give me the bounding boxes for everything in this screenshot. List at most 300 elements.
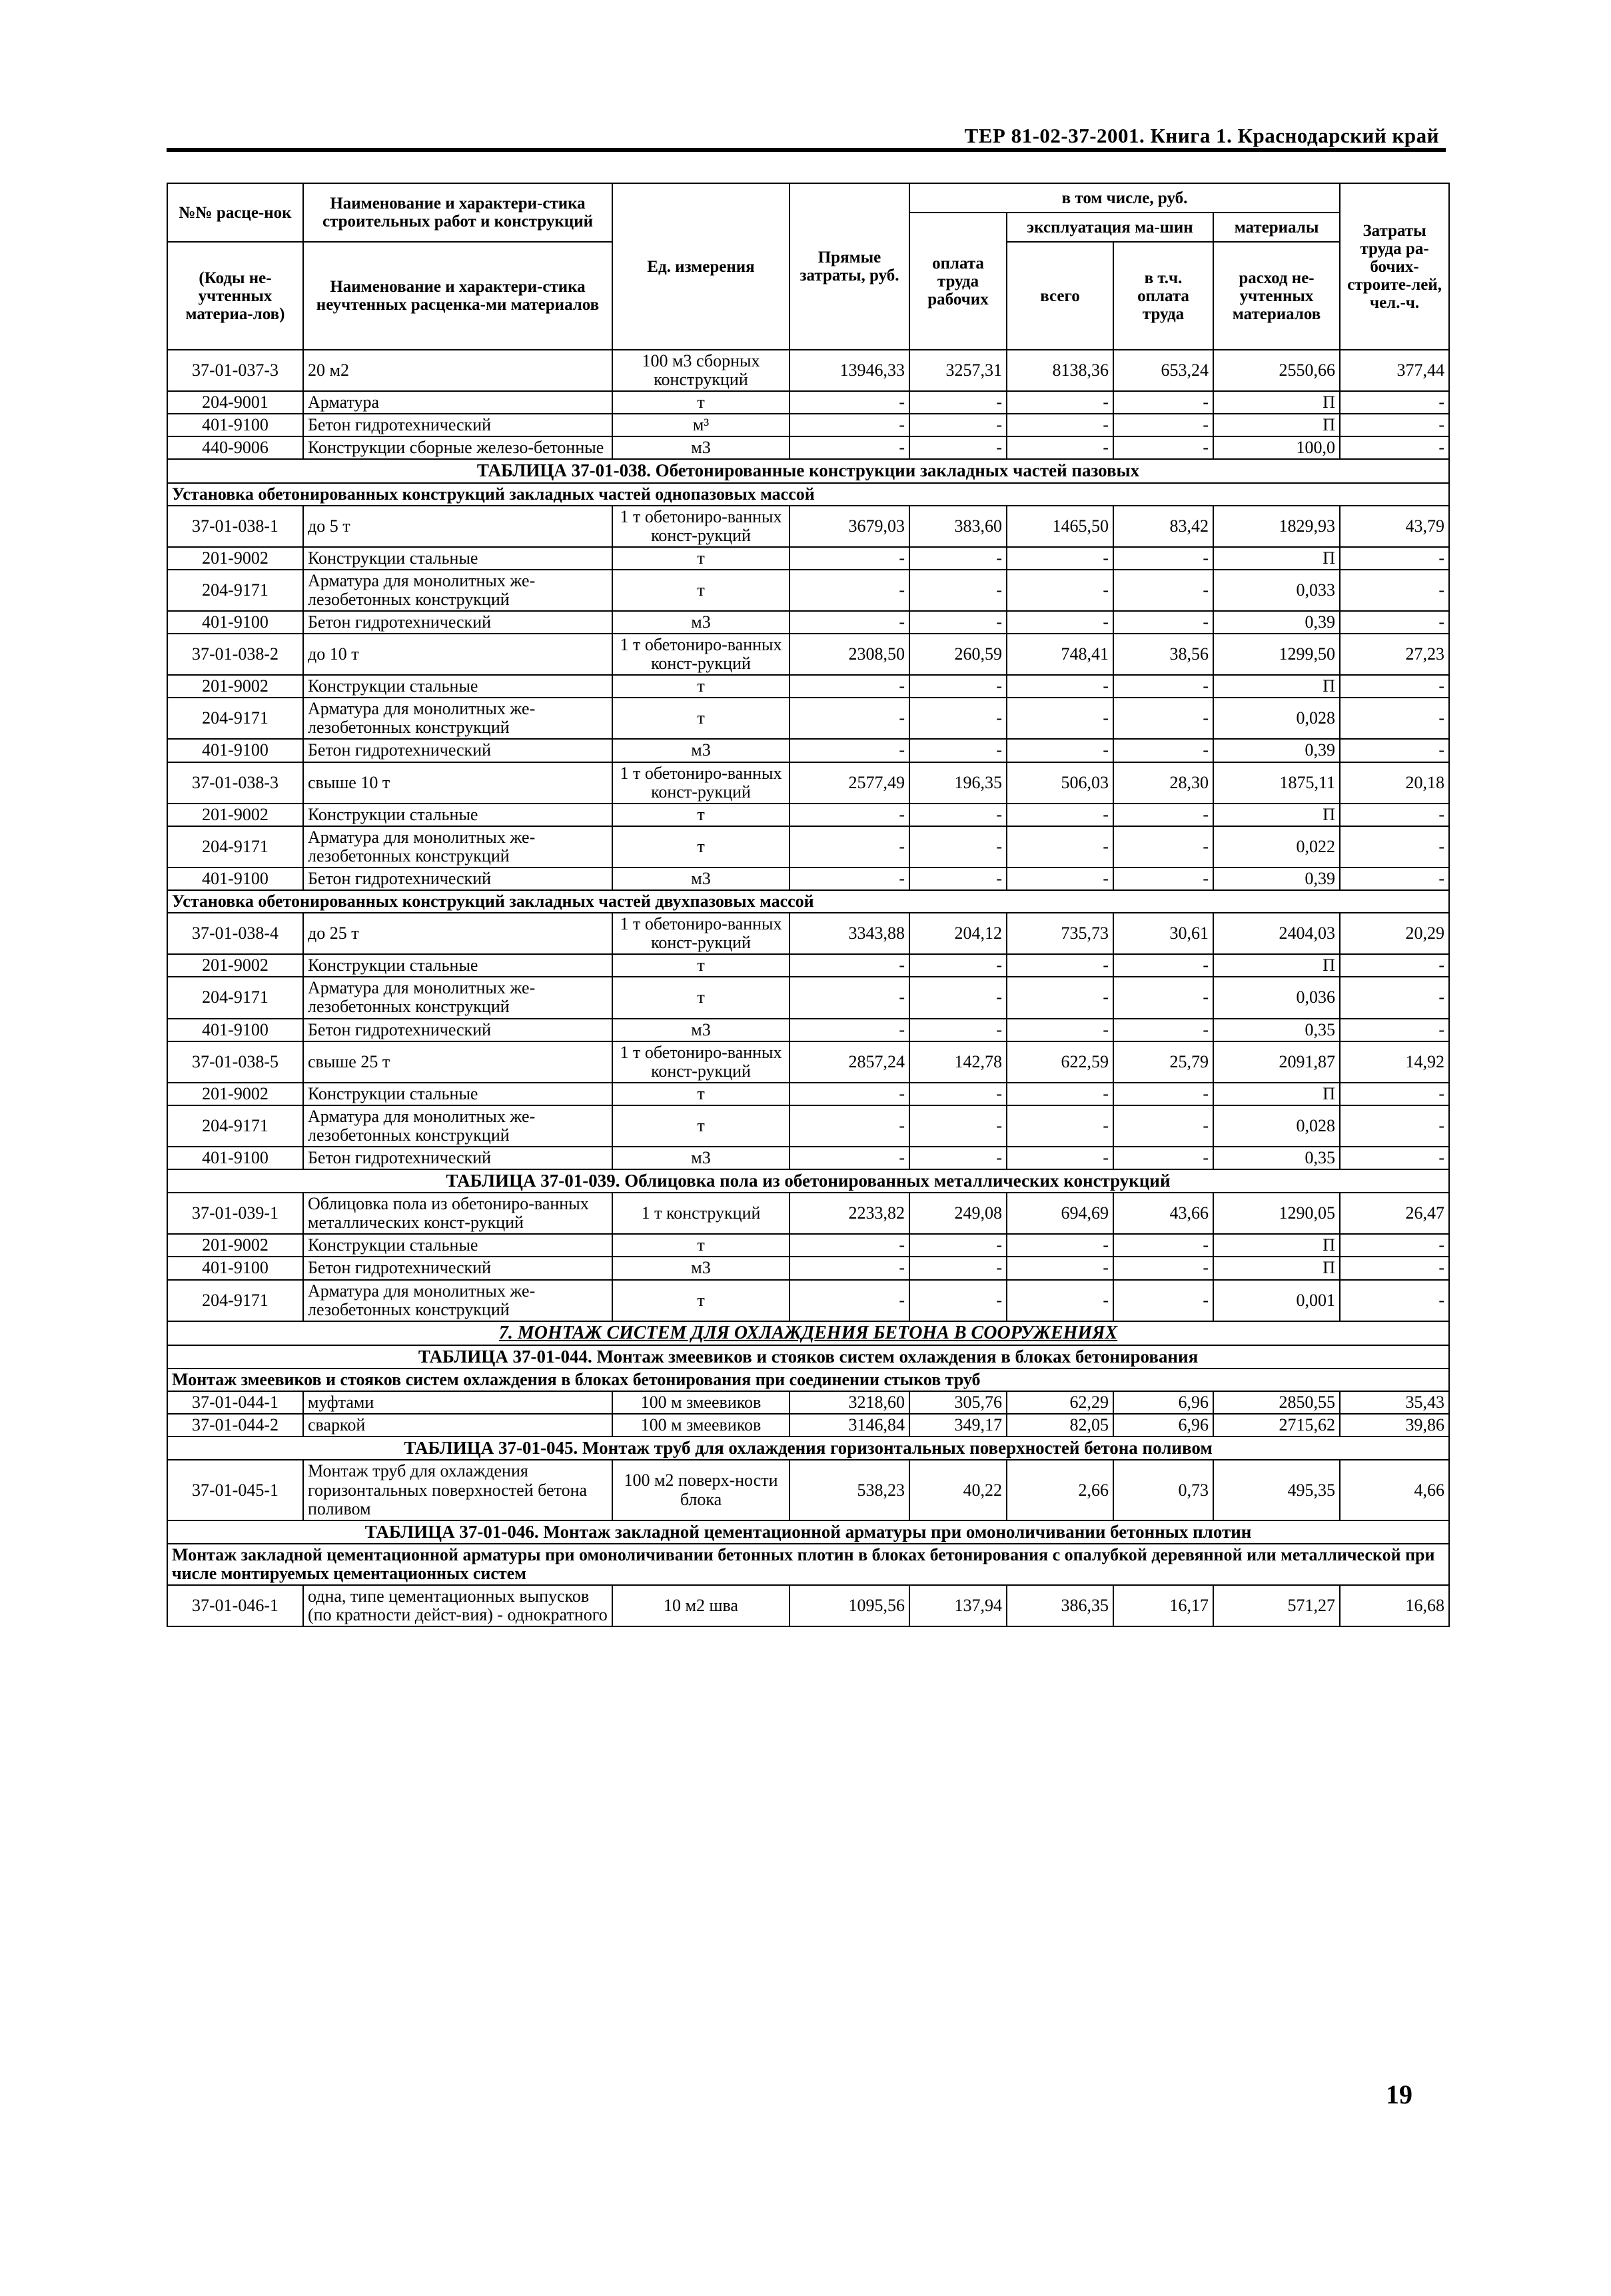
- labor-cell: -: [1340, 977, 1449, 1018]
- materials-cell: 1829,93: [1213, 506, 1340, 547]
- machines-cell: 82,05: [1007, 1414, 1113, 1436]
- rate-row: [167, 350, 1449, 391]
- subheading: Монтаж закладной цементационной арматуры при омоноличивании бетонных плотин в блоках бетонирования с опалубкой деревянной или металлической при числе монтируемых цементационных систем: [167, 1544, 1449, 1585]
- material-row: [167, 1147, 1449, 1169]
- materials-cell: 2850,55: [1213, 1391, 1340, 1414]
- name-cell: Конструкции стальные: [303, 547, 612, 570]
- machines-cell: -: [1007, 547, 1113, 570]
- unit-cell: м3: [612, 611, 790, 634]
- material-row: [167, 698, 1449, 739]
- machines-wage-cell: -: [1113, 570, 1213, 611]
- name-cell: одна, типе цементационных выпусков (по кратности дейст-вия) - однократного: [303, 1585, 612, 1626]
- labor-cell: -: [1340, 1234, 1449, 1257]
- rate-row: [167, 634, 1449, 675]
- wages-cell: -: [909, 698, 1007, 739]
- name-cell: Бетон гидротехнический: [303, 611, 612, 634]
- col-machines: эксплуатация ма-шин: [1007, 213, 1213, 242]
- name-cell: Монтаж труб для охлаждения горизонтальных поверхностей бетона поливом: [303, 1460, 612, 1520]
- machines-wage-cell: 30,61: [1113, 913, 1213, 954]
- labor-cell: 20,18: [1340, 762, 1449, 804]
- machines-wage-cell: -: [1113, 1257, 1213, 1279]
- labor-cell: -: [1340, 826, 1449, 867]
- unit-cell: м3: [612, 1257, 790, 1279]
- machines-cell: -: [1007, 391, 1113, 414]
- code-cell: 401-9100: [167, 867, 303, 890]
- wages-cell: -: [909, 826, 1007, 867]
- labor-cell: 35,43: [1340, 1391, 1449, 1414]
- name-cell: Конструкции стальные: [303, 804, 612, 826]
- rate-row: [167, 1193, 1449, 1234]
- materials-cell: 2091,87: [1213, 1041, 1340, 1083]
- unit-cell: т: [612, 570, 790, 611]
- wages-cell: -: [909, 954, 1007, 977]
- machines-cell: -: [1007, 739, 1113, 762]
- unit-cell: м3: [612, 867, 790, 890]
- direct-cost-cell: -: [790, 391, 909, 414]
- machines-wage-cell: -: [1113, 977, 1213, 1018]
- unit-cell: т: [612, 1280, 790, 1321]
- machines-cell: -: [1007, 867, 1113, 890]
- code-cell: 401-9100: [167, 611, 303, 634]
- materials-cell: П: [1213, 547, 1340, 570]
- material-row: [167, 570, 1449, 611]
- wages-cell: 249,08: [909, 1193, 1007, 1234]
- name-cell: Конструкции сборные железо-бетонные: [303, 436, 612, 459]
- direct-cost-cell: -: [790, 1019, 909, 1041]
- direct-cost-cell: -: [790, 414, 909, 436]
- machines-cell: -: [1007, 1147, 1113, 1169]
- wages-cell: -: [909, 1083, 1007, 1105]
- material-row: [167, 1257, 1449, 1279]
- labor-cell: -: [1340, 1105, 1449, 1147]
- direct-cost-cell: -: [790, 954, 909, 977]
- unit-cell: 1 т обетониро-ванных конст-рукций: [612, 634, 790, 675]
- machines-wage-cell: -: [1113, 1105, 1213, 1147]
- direct-cost-cell: -: [790, 1083, 909, 1105]
- labor-cell: 39,86: [1340, 1414, 1449, 1436]
- machines-wage-cell: 6,96: [1113, 1391, 1213, 1414]
- labor-cell: -: [1340, 739, 1449, 762]
- machines-wage-cell: 0,73: [1113, 1460, 1213, 1520]
- subheading: Установка обетонированных конструкций закладных частей однопазовых массой: [167, 483, 1449, 506]
- material-row: [167, 826, 1449, 867]
- name-cell: Облицовка пола из обетониро-ванных металлических конст-рукций: [303, 1193, 612, 1234]
- direct-cost-cell: -: [790, 1105, 909, 1147]
- code-cell: 401-9100: [167, 739, 303, 762]
- labor-cell: -: [1340, 698, 1449, 739]
- materials-cell: 495,35: [1213, 1460, 1340, 1520]
- machines-wage-cell: -: [1113, 1280, 1213, 1321]
- col-labor: Затраты труда ра-бочих-строите-лей, чел.-ч.: [1340, 183, 1449, 350]
- code-cell: 37-01-044-1: [167, 1391, 303, 1414]
- materials-cell: П: [1213, 391, 1340, 414]
- materials-cell: 0,028: [1213, 698, 1340, 739]
- machines-cell: -: [1007, 414, 1113, 436]
- name-cell: Конструкции стальные: [303, 954, 612, 977]
- name-cell: Конструкции стальные: [303, 1083, 612, 1105]
- machines-cell: -: [1007, 1257, 1113, 1279]
- table-banner-row: [167, 1436, 1449, 1460]
- machines-cell: -: [1007, 675, 1113, 698]
- material-row: [167, 675, 1449, 698]
- section-title-row: [167, 1321, 1449, 1345]
- wages-cell: 204,12: [909, 913, 1007, 954]
- machines-wage-cell: 16,17: [1113, 1585, 1213, 1626]
- wages-cell: -: [909, 391, 1007, 414]
- unit-cell: 1 т конструкций: [612, 1193, 790, 1234]
- table-banner-row: [167, 1520, 1449, 1544]
- col-name-bottom: Наименование и характери-стика неучтенных расценка-ми материалов: [303, 242, 612, 350]
- subheading-row: [167, 1369, 1449, 1391]
- name-cell: сваркой: [303, 1414, 612, 1436]
- col-machines-total: всего: [1007, 242, 1113, 350]
- wages-cell: -: [909, 804, 1007, 826]
- machines-wage-cell: 6,96: [1113, 1414, 1213, 1436]
- name-cell: свыше 25 т: [303, 1041, 612, 1083]
- table-banner: ТАБЛИЦА 37-01-039. Облицовка пола из обетонированных металлических конструкций: [167, 1169, 1449, 1193]
- table-banner-row: [167, 459, 1449, 482]
- wages-cell: 349,17: [909, 1414, 1007, 1436]
- labor-cell: -: [1340, 1019, 1449, 1041]
- code-cell: 37-01-037-3: [167, 350, 303, 391]
- rate-row: [167, 1585, 1449, 1626]
- subheading-row: [167, 890, 1449, 913]
- code-cell: 37-01-039-1: [167, 1193, 303, 1234]
- unit-cell: 1 т обетониро-ванных конст-рукций: [612, 762, 790, 804]
- labor-cell: 20,29: [1340, 913, 1449, 954]
- material-row: [167, 867, 1449, 890]
- code-cell: 204-9171: [167, 570, 303, 611]
- unit-cell: т: [612, 977, 790, 1018]
- labor-cell: -: [1340, 570, 1449, 611]
- machines-wage-cell: -: [1113, 954, 1213, 977]
- header-rule: [167, 148, 1446, 152]
- material-row: [167, 1234, 1449, 1257]
- code-cell: 37-01-045-1: [167, 1460, 303, 1520]
- wages-cell: -: [909, 547, 1007, 570]
- materials-cell: 2404,03: [1213, 913, 1340, 954]
- labor-cell: -: [1340, 436, 1449, 459]
- materials-cell: 0,001: [1213, 1280, 1340, 1321]
- wages-cell: -: [909, 1147, 1007, 1169]
- labor-cell: -: [1340, 547, 1449, 570]
- wages-cell: -: [909, 1280, 1007, 1321]
- machines-cell: 1465,50: [1007, 506, 1113, 547]
- machines-wage-cell: -: [1113, 391, 1213, 414]
- wages-cell: 196,35: [909, 762, 1007, 804]
- rate-row: [167, 1414, 1449, 1436]
- col-code-top: №№ расце-нок: [167, 183, 303, 242]
- materials-cell: 0,036: [1213, 977, 1340, 1018]
- labor-cell: 14,92: [1340, 1041, 1449, 1083]
- code-cell: 37-01-046-1: [167, 1585, 303, 1626]
- labor-cell: -: [1340, 675, 1449, 698]
- direct-cost-cell: -: [790, 675, 909, 698]
- code-cell: 201-9002: [167, 1083, 303, 1105]
- wages-cell: 260,59: [909, 634, 1007, 675]
- machines-cell: -: [1007, 1019, 1113, 1041]
- rate-row: [167, 913, 1449, 954]
- unit-cell: м3: [612, 436, 790, 459]
- wages-cell: -: [909, 739, 1007, 762]
- machines-cell: -: [1007, 1105, 1113, 1147]
- material-row: [167, 739, 1449, 762]
- materials-cell: П: [1213, 1083, 1340, 1105]
- col-wages: оплата труда рабочих: [909, 213, 1007, 350]
- unit-cell: т: [612, 391, 790, 414]
- materials-cell: 0,39: [1213, 867, 1340, 890]
- machines-wage-cell: 653,24: [1113, 350, 1213, 391]
- machines-cell: -: [1007, 611, 1113, 634]
- machines-cell: -: [1007, 436, 1113, 459]
- wages-cell: -: [909, 977, 1007, 1018]
- material-row: [167, 1083, 1449, 1105]
- wages-cell: -: [909, 570, 1007, 611]
- table-banner-row: [167, 1345, 1449, 1369]
- material-row: [167, 804, 1449, 826]
- labor-cell: -: [1340, 1257, 1449, 1279]
- unit-cell: м³: [612, 414, 790, 436]
- wages-cell: 142,78: [909, 1041, 1007, 1083]
- rates-table: [167, 183, 1450, 1627]
- labor-cell: -: [1340, 391, 1449, 414]
- running-header: ТЕР 81-02-37-2001. Книга 1. Краснодарский край: [964, 124, 1439, 147]
- table-banner: ТАБЛИЦА 37-01-038. Обетонированные конструкции закладных частей пазовых: [167, 459, 1449, 482]
- wages-cell: 3257,31: [909, 350, 1007, 391]
- rate-row: [167, 1041, 1449, 1083]
- materials-cell: 1290,05: [1213, 1193, 1340, 1234]
- machines-cell: 2,66: [1007, 1460, 1113, 1520]
- direct-cost-cell: -: [790, 570, 909, 611]
- machines-wage-cell: 43,66: [1113, 1193, 1213, 1234]
- direct-cost-cell: -: [790, 804, 909, 826]
- unit-cell: 100 м змеевиков: [612, 1414, 790, 1436]
- labor-cell: 27,23: [1340, 634, 1449, 675]
- materials-cell: 1299,50: [1213, 634, 1340, 675]
- direct-cost-cell: -: [790, 1280, 909, 1321]
- name-cell: Арматура для монолитных же-лезобетонных конструкций: [303, 1280, 612, 1321]
- wages-cell: -: [909, 611, 1007, 634]
- machines-wage-cell: -: [1113, 698, 1213, 739]
- unit-cell: 1 т обетониро-ванных конст-рукций: [612, 506, 790, 547]
- name-cell: Арматура для монолитных же-лезобетонных конструкций: [303, 570, 612, 611]
- wages-cell: -: [909, 867, 1007, 890]
- direct-cost-cell: -: [790, 1234, 909, 1257]
- unit-cell: т: [612, 547, 790, 570]
- code-cell: 204-9171: [167, 826, 303, 867]
- name-cell: муфтами: [303, 1391, 612, 1414]
- labor-cell: -: [1340, 867, 1449, 890]
- name-cell: до 10 т: [303, 634, 612, 675]
- machines-cell: 735,73: [1007, 913, 1113, 954]
- code-cell: 201-9002: [167, 804, 303, 826]
- code-cell: 401-9100: [167, 414, 303, 436]
- labor-cell: -: [1340, 1147, 1449, 1169]
- labor-cell: 4,66: [1340, 1460, 1449, 1520]
- labor-cell: 377,44: [1340, 350, 1449, 391]
- code-cell: 401-9100: [167, 1257, 303, 1279]
- name-cell: Конструкции стальные: [303, 1234, 612, 1257]
- direct-cost-cell: -: [790, 826, 909, 867]
- code-cell: 204-9171: [167, 1280, 303, 1321]
- direct-cost-cell: -: [790, 1147, 909, 1169]
- unit-cell: м3: [612, 1019, 790, 1041]
- machines-cell: 694,69: [1007, 1193, 1113, 1234]
- machines-wage-cell: -: [1113, 675, 1213, 698]
- machines-wage-cell: 83,42: [1113, 506, 1213, 547]
- name-cell: Бетон гидротехнический: [303, 1147, 612, 1169]
- col-machines-wage: в т.ч. оплата труда: [1113, 242, 1213, 350]
- machines-cell: 748,41: [1007, 634, 1113, 675]
- machines-cell: -: [1007, 570, 1113, 611]
- code-cell: 201-9002: [167, 1234, 303, 1257]
- materials-cell: 0,39: [1213, 611, 1340, 634]
- material-row: [167, 436, 1449, 459]
- machines-cell: -: [1007, 698, 1113, 739]
- machines-wage-cell: -: [1113, 1147, 1213, 1169]
- materials-cell: 0,39: [1213, 739, 1340, 762]
- unit-cell: т: [612, 804, 790, 826]
- machines-wage-cell: -: [1113, 1234, 1213, 1257]
- direct-cost-cell: 2857,24: [790, 1041, 909, 1083]
- wages-cell: -: [909, 1257, 1007, 1279]
- name-cell: Бетон гидротехнический: [303, 867, 612, 890]
- subheading-row: [167, 1544, 1449, 1585]
- machines-cell: 8138,36: [1007, 350, 1113, 391]
- machines-cell: -: [1007, 804, 1113, 826]
- name-cell: Конструкции стальные: [303, 675, 612, 698]
- col-materials: материалы: [1213, 213, 1340, 242]
- machines-wage-cell: -: [1113, 1019, 1213, 1041]
- labor-cell: 16,68: [1340, 1585, 1449, 1626]
- direct-cost-cell: 1095,56: [790, 1585, 909, 1626]
- materials-cell: П: [1213, 1257, 1340, 1279]
- direct-cost-cell: 2308,50: [790, 634, 909, 675]
- machines-wage-cell: 38,56: [1113, 634, 1213, 675]
- wages-cell: -: [909, 1019, 1007, 1041]
- materials-cell: 1875,11: [1213, 762, 1340, 804]
- direct-cost-cell: 2577,49: [790, 762, 909, 804]
- materials-cell: П: [1213, 414, 1340, 436]
- code-cell: 37-01-038-3: [167, 762, 303, 804]
- machines-wage-cell: -: [1113, 826, 1213, 867]
- table-banner-row: [167, 1169, 1449, 1193]
- direct-cost-cell: 2233,82: [790, 1193, 909, 1234]
- direct-cost-cell: -: [790, 1257, 909, 1279]
- direct-cost-cell: -: [790, 698, 909, 739]
- machines-cell: -: [1007, 1083, 1113, 1105]
- materials-cell: 100,0: [1213, 436, 1340, 459]
- machines-cell: -: [1007, 826, 1113, 867]
- machines-cell: 622,59: [1007, 1041, 1113, 1083]
- material-row: [167, 954, 1449, 977]
- code-cell: 37-01-038-5: [167, 1041, 303, 1083]
- labor-cell: -: [1340, 414, 1449, 436]
- labor-cell: -: [1340, 804, 1449, 826]
- unit-cell: 100 м змеевиков: [612, 1391, 790, 1414]
- direct-cost-cell: 3343,88: [790, 913, 909, 954]
- table-header: [167, 183, 1449, 350]
- material-row: [167, 547, 1449, 570]
- unit-cell: т: [612, 954, 790, 977]
- materials-cell: 2550,66: [1213, 350, 1340, 391]
- name-cell: Арматура для монолитных же-лезобетонных конструкций: [303, 977, 612, 1018]
- materials-cell: 0,35: [1213, 1147, 1340, 1169]
- machines-wage-cell: -: [1113, 611, 1213, 634]
- unit-cell: т: [612, 675, 790, 698]
- materials-cell: 0,35: [1213, 1019, 1340, 1041]
- unit-cell: т: [612, 826, 790, 867]
- machines-wage-cell: -: [1113, 804, 1213, 826]
- wages-cell: -: [909, 436, 1007, 459]
- materials-cell: 571,27: [1213, 1585, 1340, 1626]
- direct-cost-cell: 3146,84: [790, 1414, 909, 1436]
- machines-wage-cell: -: [1113, 414, 1213, 436]
- materials-cell: П: [1213, 675, 1340, 698]
- direct-cost-cell: 3679,03: [790, 506, 909, 547]
- direct-cost-cell: -: [790, 977, 909, 1018]
- wages-cell: -: [909, 1105, 1007, 1147]
- col-direct: Прямые затраты, руб.: [790, 183, 909, 350]
- subheading-row: [167, 483, 1449, 506]
- machines-cell: -: [1007, 954, 1113, 977]
- unit-cell: т: [612, 1083, 790, 1105]
- wages-cell: 383,60: [909, 506, 1007, 547]
- wages-cell: 305,76: [909, 1391, 1007, 1414]
- name-cell: Арматура: [303, 391, 612, 414]
- col-unit: Ед. измерения: [612, 183, 790, 350]
- machines-cell: 62,29: [1007, 1391, 1113, 1414]
- name-cell: до 25 т: [303, 913, 612, 954]
- unit-cell: т: [612, 698, 790, 739]
- name-cell: Арматура для монолитных же-лезобетонных конструкций: [303, 1105, 612, 1147]
- page-number: 19: [1386, 2079, 1412, 2109]
- machines-cell: 506,03: [1007, 762, 1113, 804]
- unit-cell: 1 т обетониро-ванных конст-рукций: [612, 1041, 790, 1083]
- material-row: [167, 1105, 1449, 1147]
- name-cell: 20 м2: [303, 350, 612, 391]
- machines-wage-cell: 25,79: [1113, 1041, 1213, 1083]
- code-cell: 201-9002: [167, 547, 303, 570]
- unit-cell: 1 т обетониро-ванных конст-рукций: [612, 913, 790, 954]
- unit-cell: т: [612, 1234, 790, 1257]
- labor-cell: -: [1340, 1083, 1449, 1105]
- code-cell: 204-9001: [167, 391, 303, 414]
- section-title: 7. МОНТАЖ СИСТЕМ ДЛЯ ОХЛАЖДЕНИЯ БЕТОНА В СООРУЖЕНИЯХ: [167, 1321, 1449, 1345]
- machines-wage-cell: -: [1113, 867, 1213, 890]
- machines-wage-cell: -: [1113, 1083, 1213, 1105]
- materials-cell: 0,022: [1213, 826, 1340, 867]
- rate-row: [167, 506, 1449, 547]
- code-cell: 401-9100: [167, 1019, 303, 1041]
- materials-cell: 0,028: [1213, 1105, 1340, 1147]
- name-cell: Арматура для монолитных же-лезобетонных конструкций: [303, 826, 612, 867]
- materials-cell: 0,033: [1213, 570, 1340, 611]
- table-banner: ТАБЛИЦА 37-01-045. Монтаж труб для охлаждения горизонтальных поверхностей бетона поливом: [167, 1436, 1449, 1460]
- code-cell: 440-9006: [167, 436, 303, 459]
- code-cell: 204-9171: [167, 977, 303, 1018]
- machines-wage-cell: 28,30: [1113, 762, 1213, 804]
- unit-cell: 100 м2 поверх-ности блока: [612, 1460, 790, 1520]
- direct-cost-cell: -: [790, 867, 909, 890]
- wages-cell: -: [909, 1234, 1007, 1257]
- table-banner: ТАБЛИЦА 37-01-044. Монтаж змеевиков и стояков систем охлаждения в блоках бетонирования: [167, 1345, 1449, 1369]
- materials-cell: П: [1213, 954, 1340, 977]
- material-row: [167, 977, 1449, 1018]
- material-row: [167, 391, 1449, 414]
- material-row: [167, 414, 1449, 436]
- labor-cell: 43,79: [1340, 506, 1449, 547]
